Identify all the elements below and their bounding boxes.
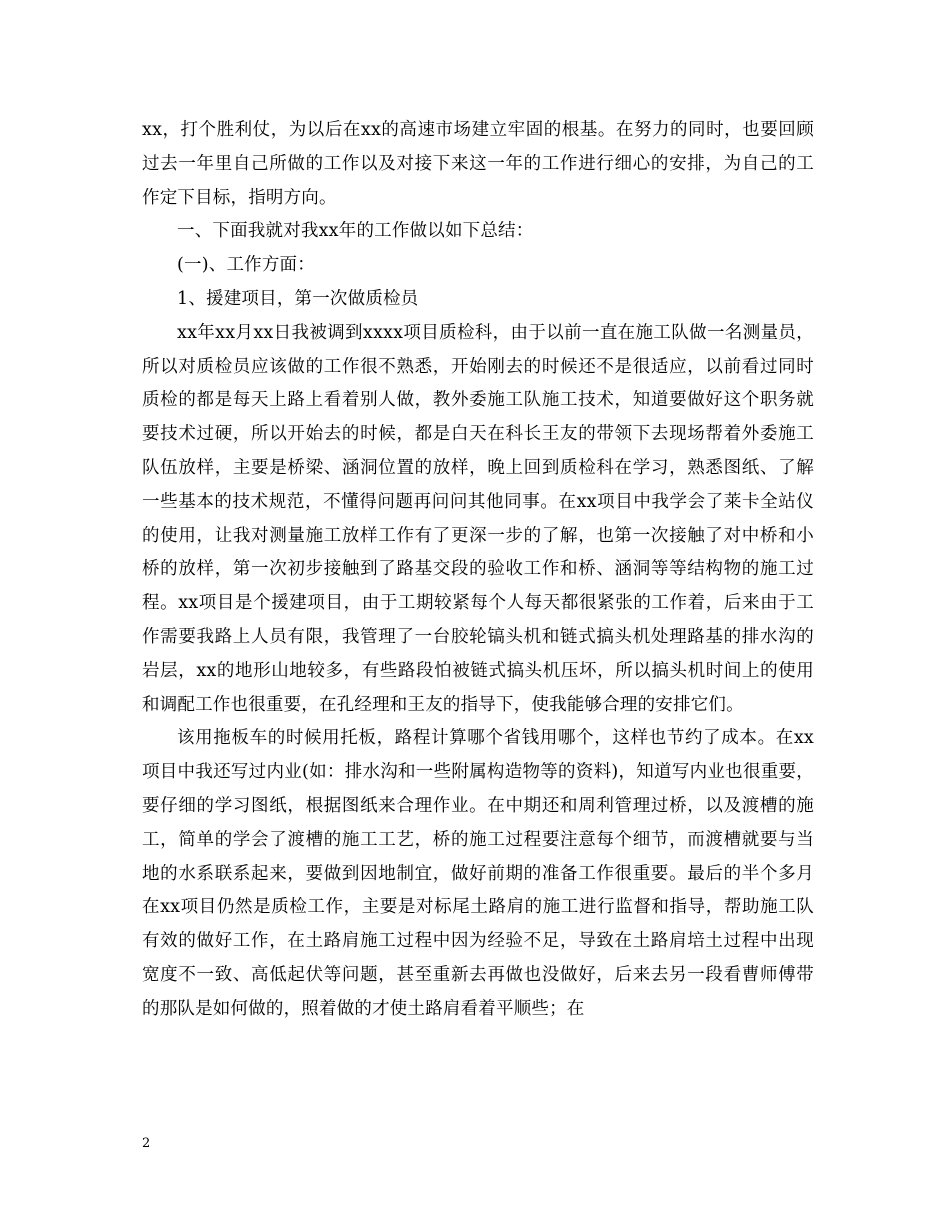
document-body (142, 114, 814, 1027)
paragraph-project-heading: 1、援建项目，第一次做质检员 (177, 288, 419, 309)
paragraph-intro-continued: xx，打个胜利仗，为以后在xx的高速市场建立牢固的根基。在努力的同时，也要回顾过去一年里自己所做的工作以及对接下来这一年的工作进行细心的安排，为自己的工作定下目标，指明方向。 (142, 120, 814, 208)
paragraph-work-aspect-heading: (一)、工作方面： (177, 255, 315, 276)
paragraph-summary-heading: 一、下面我就对我xx年的工作做以如下总结： (177, 221, 534, 242)
page-number: 2 (142, 1136, 151, 1151)
paragraph-quality-inspector: xx年xx月xx日我被调到xxxx项目质检科，由于以前一直在施工队做一名测量员，所以对质检员应该做的工作很不熟悉，开始刚去的时候还不是很适应，以前看过同时质检的都是每天上路上看着别人做，教外委施工队施工技术，知道要做好这个职务就要技术过硬，所以开始去的时候，都是白天在科长王友的带领下去现场帮着外委施工队伍放样，主要是桥梁、涵洞位置的放样，晚上回到质检科在学习，熟悉图纸、了解一些基本的技术规范，不懂得问题再问问其他同事。在xx项目中我学会了莱卡全站仪的使用，让我对测量施工放样工作有了更深一步的了解，也第一次接触了对中桥和小桥的放样，第一次初步接触到了路基交段的验收工作和桥、涵洞等等结构物的施工过程。xx项目是个援建项目，由于工期较紧每个人每天都很紧张的工作着，后来由于工作需要我路上人员有限，我管理了一台胶轮镐头机和链式搞头机处理路基的排水沟的岩层，xx的地形山地较多，有些路段怕被链式搞头机压坏，所以搞头机时间上的使用和调配工作也很重要，在孔经理和王友的指导下，使我能够合理的安排它们。 (142, 322, 814, 715)
paragraph-cost-saving: 该用拖板车的时候用托板，路程计算哪个省钱用哪个，这样也节约了成本。在xx项目中我还写过内业(如：排水沟和一些附属构造物等的资料)，知道写内业也很重要，要仔细的学习图纸，根据图纸来合理作业。在中期还和周利管理过桥，以及渡槽的施工，简单的学会了渡槽的施工工艺，桥的施工过程要注意每个细节，而渡槽就要与当地的水系联系起来，要做到因地制宜，做好前期的准备工作很重要。最后的半个多月在xx项目仍然是质检工作，主要是对标尾土路肩的施工进行监督和指导，帮助施工队有效的做好工作，在土路肩施工过程中因为经验不足，导致在土路肩培土过程中出现宽度不一致、高低起伏等问题，甚至重新去再做也没做好，后来去另一段看曹师傅带的那队是如何做的，照着做的才使土路肩看着平顺些；在 (142, 728, 814, 1019)
